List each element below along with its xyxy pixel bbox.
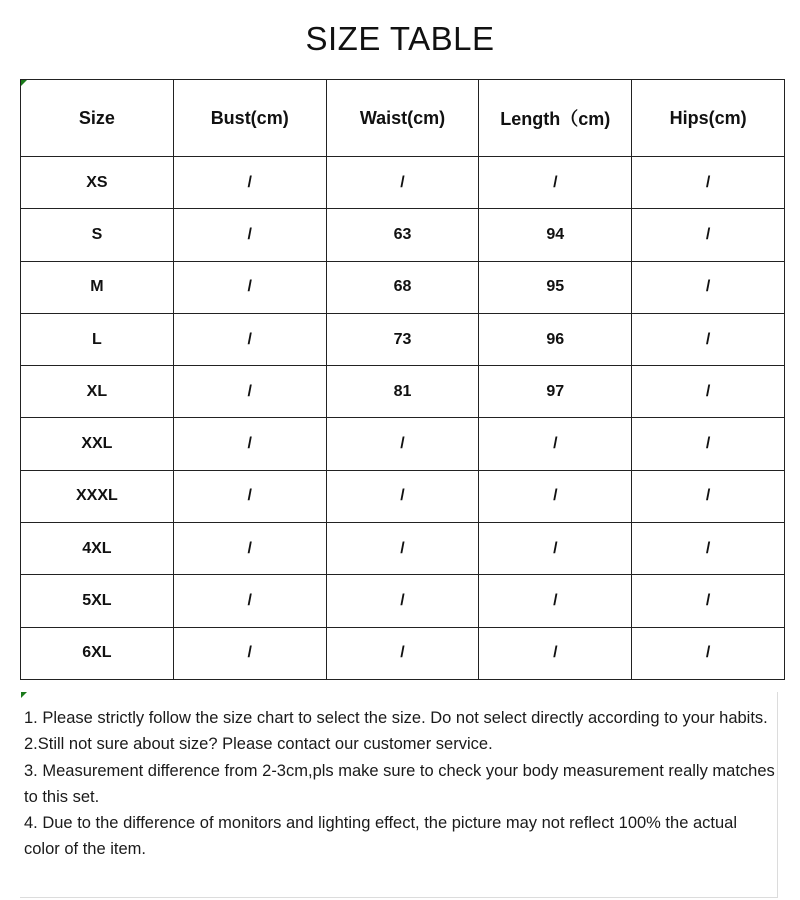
table-row [21, 209, 785, 261]
header-waist: Waist(cm) [326, 80, 479, 157]
cell-waist: / [326, 470, 479, 522]
cell-corner-marker-icon [21, 80, 27, 86]
cell-hips: / [632, 313, 785, 365]
cell-length: / [479, 627, 632, 679]
cell-waist: / [326, 157, 479, 209]
note-3: 3. Measurement difference from 2-3cm,pls make sure to check your body measurement really matches to this set. [24, 761, 775, 806]
cell-hips: / [632, 575, 785, 627]
header-length: Length（cm) [479, 80, 632, 157]
cell-length: / [479, 157, 632, 209]
cell-hips: / [632, 261, 785, 313]
table-row [21, 157, 785, 209]
cell-length: 95 [479, 261, 632, 313]
cell-length: / [479, 418, 632, 470]
cell-waist: / [326, 575, 479, 627]
table-row [21, 627, 785, 679]
table-row [21, 418, 785, 470]
cell-hips: / [632, 627, 785, 679]
cell-length: 94 [479, 209, 632, 261]
cell-bust: / [173, 261, 326, 313]
cell-hips: / [632, 418, 785, 470]
size-notes [20, 692, 778, 898]
cell-waist: 68 [326, 261, 479, 313]
table-row [21, 523, 785, 575]
cell-length: 97 [479, 366, 632, 418]
cell-bust: / [173, 627, 326, 679]
cell-bust: / [173, 313, 326, 365]
cell-bust: / [173, 157, 326, 209]
note-1: 1. Please strictly follow the size chart to select the size. Do not select directly according to your habits. [24, 709, 768, 727]
cell-bust: / [173, 418, 326, 470]
cell-hips: / [632, 470, 785, 522]
cell-waist: / [326, 418, 479, 470]
header-hips: Hips(cm) [632, 80, 785, 157]
cell-bust: / [173, 523, 326, 575]
cell-hips: / [632, 209, 785, 261]
cell-size: XS [21, 157, 174, 209]
table-row [21, 470, 785, 522]
table-row [21, 366, 785, 418]
cell-hips: / [632, 523, 785, 575]
cell-bust: / [173, 209, 326, 261]
cell-size: 4XL [21, 523, 174, 575]
cell-size: XXXL [21, 470, 174, 522]
cell-length: / [479, 470, 632, 522]
cell-size: 6XL [21, 627, 174, 679]
cell-bust: / [173, 575, 326, 627]
cell-bust: / [173, 470, 326, 522]
cell-size: L [21, 313, 174, 365]
header-bust: Bust(cm) [173, 80, 326, 157]
table-header-row [21, 80, 785, 157]
note-2: 2.Still not sure about size? Please contact our customer service. [24, 735, 493, 754]
table-row [21, 261, 785, 313]
cell-waist: 63 [326, 209, 479, 261]
cell-waist: / [326, 523, 479, 575]
cell-hips: / [632, 157, 785, 209]
cell-size: XXL [21, 418, 174, 470]
cell-size: 5XL [21, 575, 174, 627]
cell-length: 96 [479, 313, 632, 365]
cell-size: M [21, 261, 174, 313]
cell-bust: / [173, 366, 326, 418]
cell-waist: 73 [326, 313, 479, 365]
table-row [21, 575, 785, 627]
cell-length: / [479, 523, 632, 575]
header-size: Size [21, 80, 174, 157]
table-row [21, 313, 785, 365]
cell-waist: / [326, 627, 479, 679]
cell-length: / [479, 575, 632, 627]
page-title: SIZE TABLE [305, 20, 495, 57]
cell-hips: / [632, 366, 785, 418]
size-table [20, 79, 785, 680]
cell-size: XL [21, 366, 174, 418]
cell-size: S [21, 209, 174, 261]
note-4: 4. Due to the difference of monitors and lighting effect, the picture may not reflect 100% the actual color of the item. [24, 814, 737, 859]
cell-waist: 81 [326, 366, 479, 418]
